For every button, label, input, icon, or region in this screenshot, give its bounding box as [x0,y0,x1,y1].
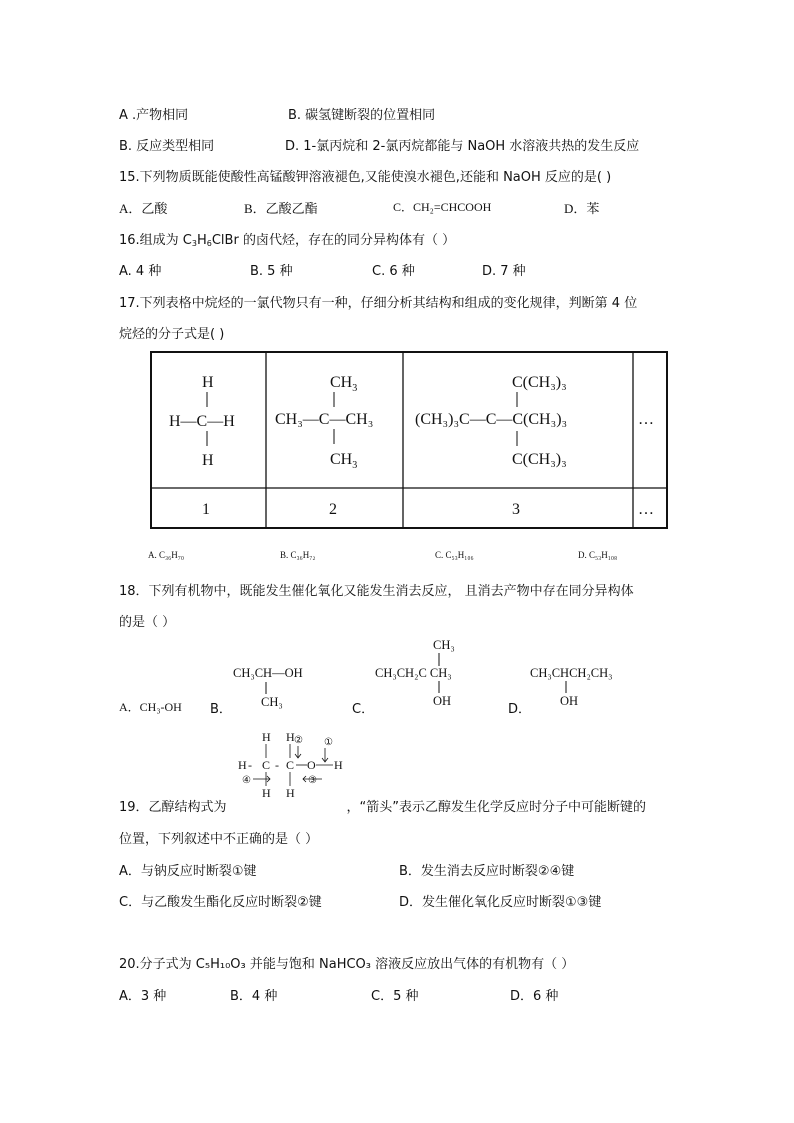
q17-option-a: A. C₃₆H₇₀ [148,550,185,560]
svg-text:OH: OH [433,694,452,708]
q14-option-b: B. 碳氢键断裂的位置相同 [288,108,436,123]
col-label-3: 3 [512,501,520,518]
q17-stem-line1: 17.下列表格中烷烃的一氯代物只有一种，仔细分析其结构和组成的变化规律，判断第 4 位 [119,296,638,311]
q18-stem-line1: 18．下列有机物中，既能发生催化氧化又能发生消去反应， 且消去产物中存在同分异构体 [119,584,634,599]
atom-label: H—C—H [169,413,235,430]
q19-option-c: C．与乙酸发生酯化反应时断裂②键 [119,895,322,910]
q20-option-d: D．6 种 [510,989,559,1004]
bond-label-1: ① [324,737,333,748]
q20-option-c: C．5 种 [371,989,419,1004]
q18-option-b: B． [210,702,232,717]
atom-label: H [202,374,214,391]
q18-structures [225,636,655,712]
structure-d [530,666,613,708]
svg-text:OH: OH [560,694,579,708]
structure-c [375,638,455,708]
q15-option-c: C．CH₂=CHCOOH [393,200,492,214]
structure-b [233,666,303,709]
arrow-bond-4 [253,776,270,782]
methane-structure [169,374,235,469]
q16-option-a: A. 4 种 [119,264,162,279]
svg-text:C: C [262,758,271,772]
q15-option-a: A．乙酸 [119,201,168,216]
svg-text:H: H [286,786,295,800]
atom-label: C(CH₃)₃ [512,451,567,468]
arrow-bond-2 [295,746,301,758]
svg-text:CH₃: CH₃ [261,695,283,709]
svg-text:-: - [275,758,279,772]
col-label-2: 2 [329,501,337,518]
atom-label: H [202,452,214,469]
bond-label-4: ④ [242,775,251,786]
q18-stem-line2: 的是（ ） [119,615,176,630]
svg-text:H: H [262,786,271,800]
q20-option-b: B．4 种 [230,989,278,1004]
svg-text:-: - [248,758,252,772]
q14-option-d: D. 1-氯丙烷和 2-氯丙烷都能与 NaOH 水溶液共热的发生反应 [285,139,640,154]
ethanol-structural-formula [236,726,351,802]
atom-label: $CH_3$ [330,374,358,394]
svg-text:O: O [307,758,316,772]
bond-label-3: ③ [308,775,317,786]
q17-alkane-table [150,351,668,529]
svg-text:H: H [334,758,343,772]
arrow-bond-1 [322,748,328,762]
atom-label: (CH₃)₃C—C—C(CH₃)₃ [415,411,568,428]
svg-text:H: H [286,730,295,744]
col-label-4: … [638,501,654,518]
svg-text:CH₃CHCH₂CH₃: CH₃CHCH₂CH₃ [530,666,613,680]
q15-option-d: D．苯 [564,201,600,216]
atom-label: $CH_3$ [330,451,358,471]
q17-option-b: B. C₃₆H₇₂ [280,550,316,560]
q15-stem: 15.下列物质既能使酸性高锰酸钾溶液褪色,又能使溴水褪色,还能和 NaOH 反应的是( ) [119,170,612,185]
col-label-1: 1 [202,501,210,518]
atom-label: C(CH₃)₃ [512,374,567,391]
q18-option-c: C． [352,702,375,717]
q20-stem: 20.分子式为 C₅H₁₀O₃ 并能与饱和 NaHCO₃ 溶液反应放出气体的有机物有（ ） [119,957,575,972]
svg-text:C: C [286,758,295,772]
q19-option-b: B．发生消去反应时断裂②④键 [399,864,575,879]
q19-option-a: A．与钠反应时断裂①键 [119,864,257,879]
atom-label: CH₃—C—CH₃ [275,411,374,428]
q16-option-d: D. 7 种 [482,264,526,279]
q17-option-c: C. C₅₃H₁₀₆ [435,550,474,560]
q15-option-b: B．乙酸乙酯 [244,201,318,216]
svg-text:CH₃: CH₃ [433,638,455,652]
q16-option-b: B. 5 种 [250,264,293,279]
q14-option-a: A .产物相同 [119,108,189,123]
q18-option-a: A．CH₃-OH [119,700,182,714]
q16-option-c: C. 6 种 [372,264,415,279]
svg-text:CH₃CH—OH: CH₃CH—OH [233,666,303,680]
q19-stem-line2: 位置，下列叙述中不正确的是（ ） [119,832,319,847]
neopentane-structure [275,374,373,471]
q17-option-d: D. C₅₃H₁₀₈ [578,550,618,560]
svg-text:H: H [262,730,271,744]
third-alkane-structure [415,374,567,468]
q17-stem-line2: 烷烃的分子式是( ) [119,327,225,342]
q20-option-a: A．3 种 [119,989,167,1004]
q19-option-d: D．发生催化氧化反应时断裂①③键 [399,895,602,910]
svg-text:H: H [238,758,247,772]
q18-option-d: D． [508,702,532,717]
q19-stem-line1: 19．乙醇结构式为 ，“箭头”表示乙醇发生化学反应时分子中可能断键的 [119,800,647,815]
bond-label-2: ② [294,735,303,746]
ellipsis: … [638,411,654,428]
q14-option-c: B. 反应类型相同 [119,139,215,154]
q16-stem: 16.组成为 $C_3H_6ClBr$ 的卤代烃，存在的同分异构体有（ ） [119,233,456,248]
table-border [151,352,667,528]
svg-text:CH₃CH₂C CH₃: CH₃CH₂C CH₃ [375,666,452,680]
